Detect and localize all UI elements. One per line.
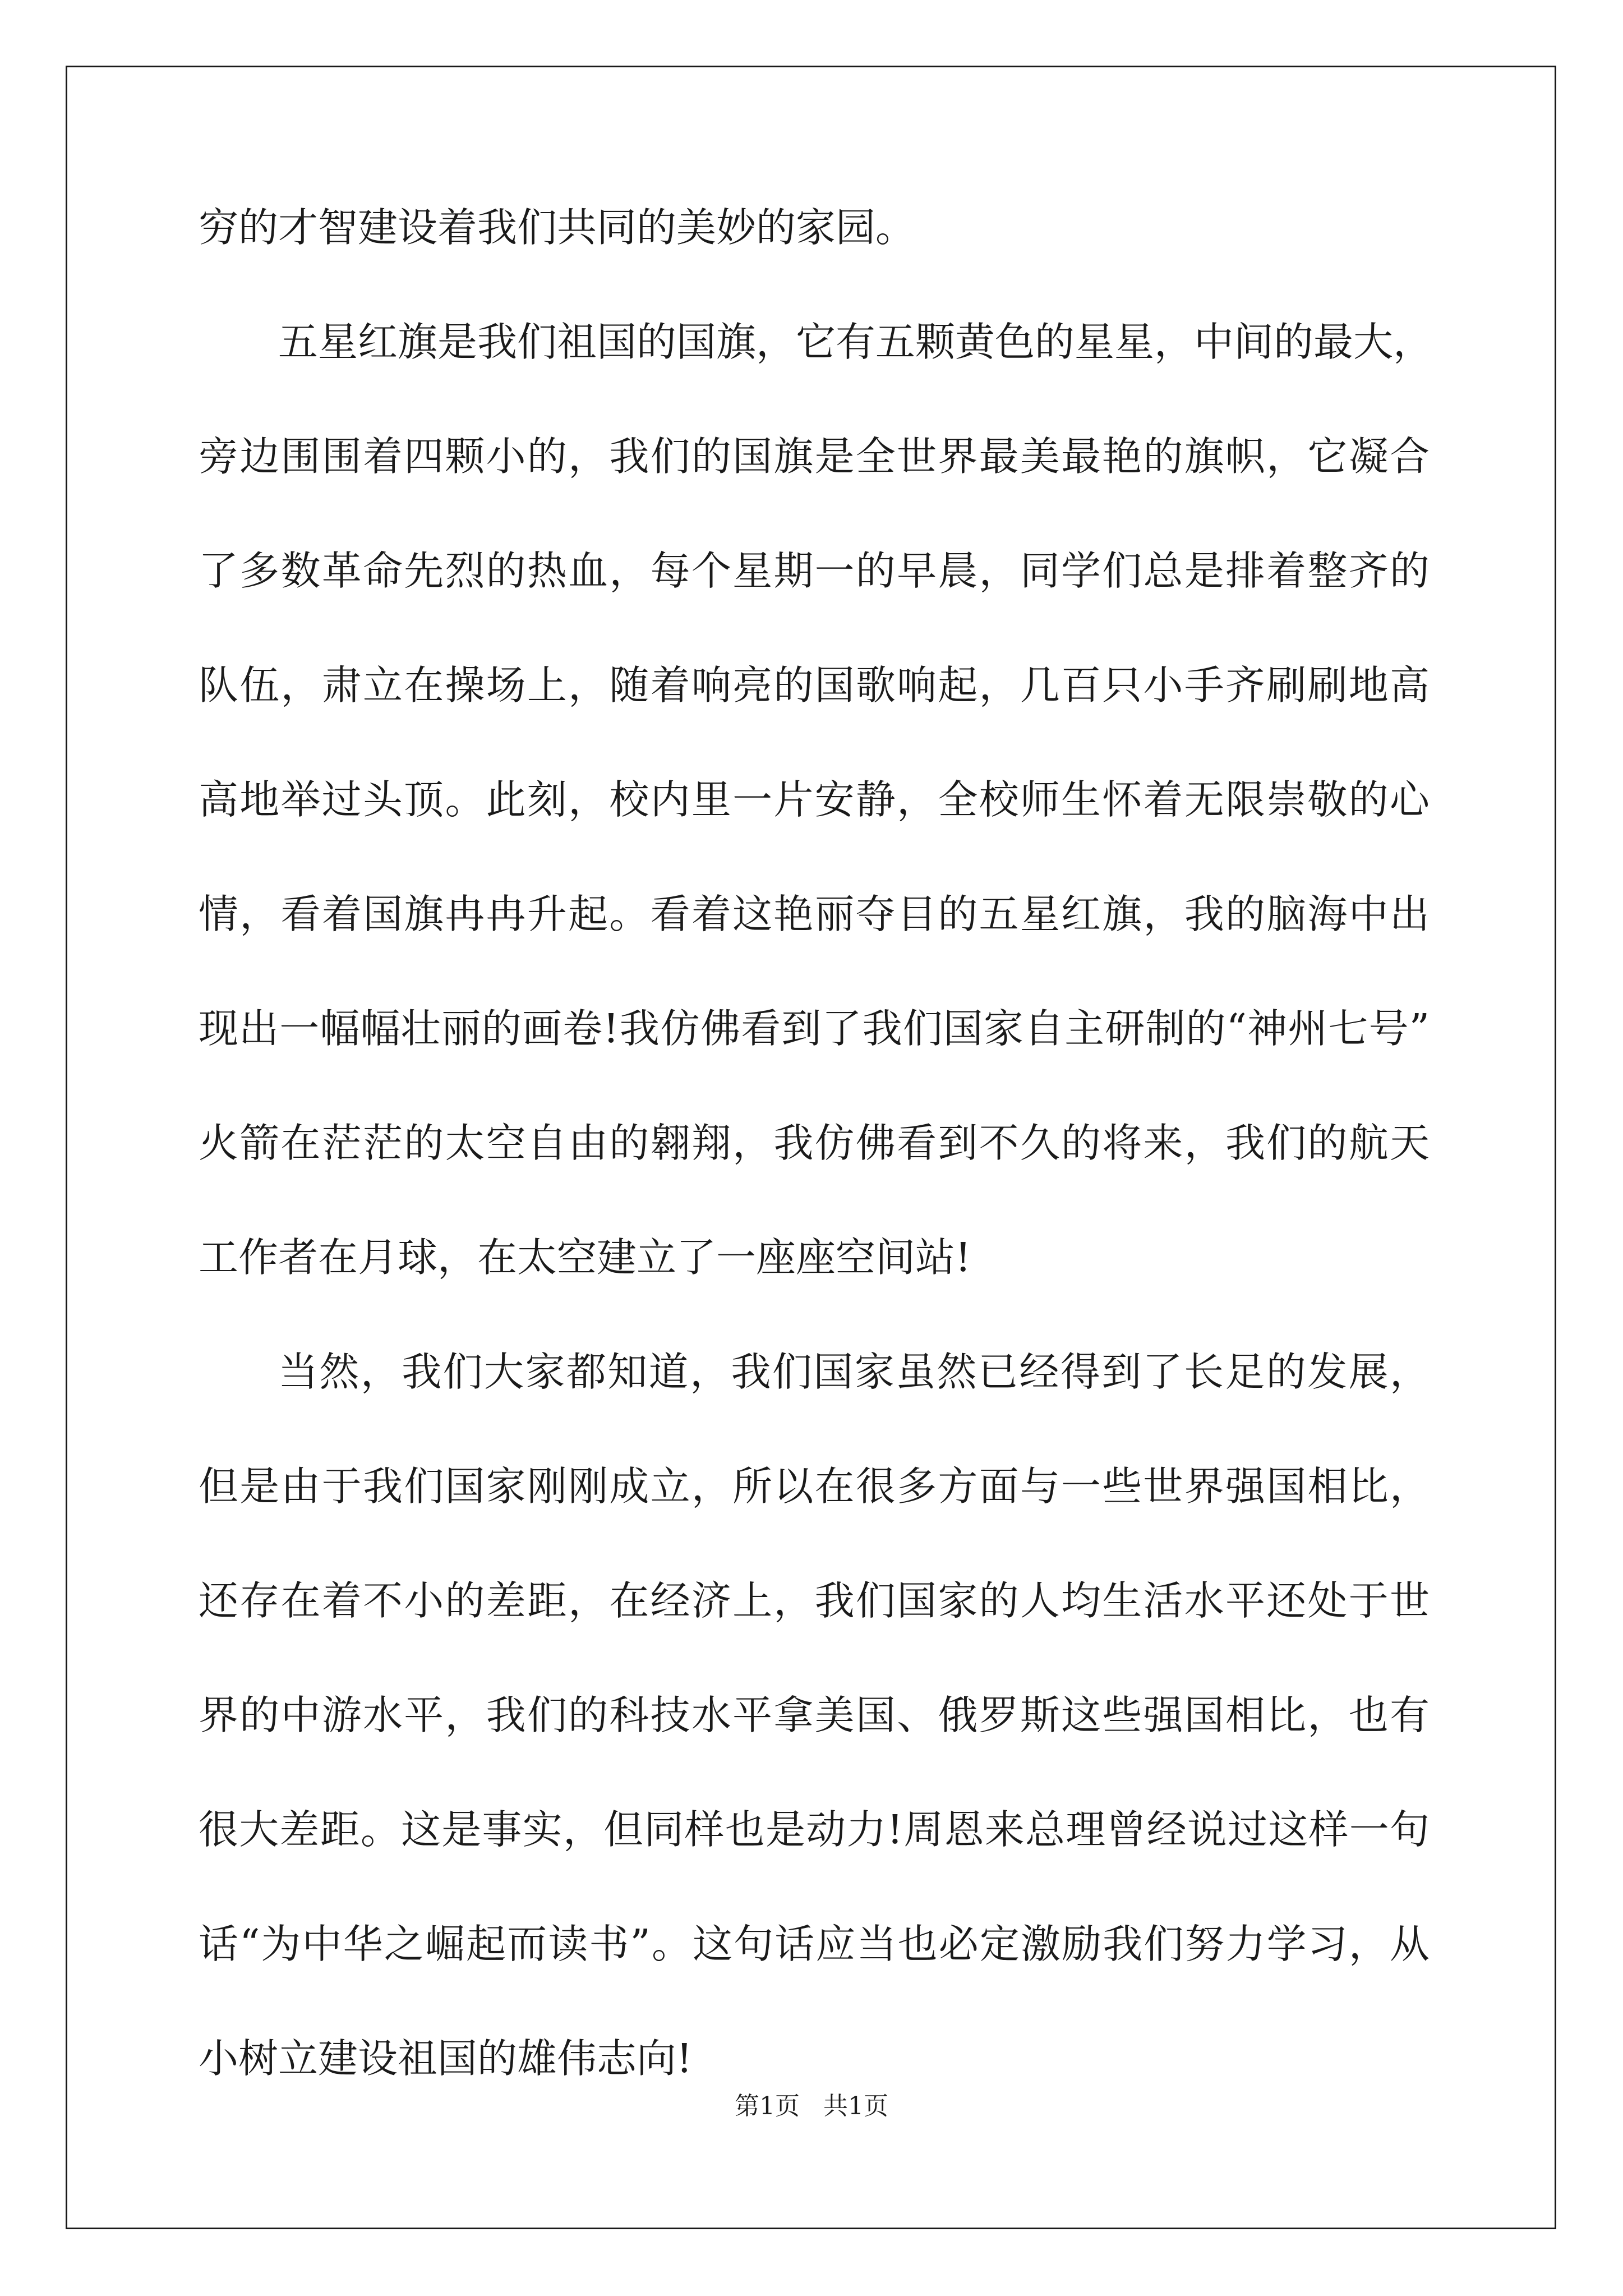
- text-line: 旁边围围着四颗小的，我们的国旗是全世界最美最艳的旗帜，它凝合: [199, 433, 1430, 480]
- page-number-footer: 第1页 共1页: [735, 2092, 888, 2120]
- text-line: 话“为中华之崛起而读书”。这句话应当也必定激励我们努力学习，从: [199, 1921, 1430, 1967]
- text-line: 现出一幅幅壮丽的画卷!我仿佛看到了我们国家自主研制的“神州七号”: [199, 1005, 1430, 1052]
- text-line: 高地举过头顶。此刻，校内里一片安静，全校师生怀着无限崇敬的心: [199, 776, 1430, 823]
- text-line: 火箭在茫茫的太空自由的翱翔，我仿佛看到不久的将来，我们的航天: [199, 1120, 1430, 1166]
- text-line: 很大差距。这是事实，但同样也是动力!周恩来总理曾经说过这样一句: [199, 1806, 1430, 1853]
- text-line: 穷的才智建设着我们共同的美妙的家园。: [199, 204, 916, 251]
- text-line: 了多数革命先烈的热血，每个星期一的早晨，同学们总是排着整齐的: [199, 547, 1430, 594]
- text-line: 界的中游水平，我们的科技水平拿美国、俄罗斯这些强国相比，也有: [199, 1692, 1430, 1738]
- text-line: 还存在着不小的差距，在经济上，我们国家的人均生活水平还处于世: [199, 1577, 1430, 1624]
- text-line: 工作者在月球，在太空建立了一座座空间站!: [199, 1234, 971, 1281]
- text-line: 小树立建设祖国的雄伟志向!: [199, 2035, 693, 2082]
- text-line: 但是由于我们国家刚刚成立，所以在很多方面与一些世界强国相比，: [199, 1463, 1430, 1510]
- text-line: 队伍，肃立在操场上，随着响亮的国歌响起，几百只小手齐刷刷地高: [199, 662, 1430, 708]
- text-line: 情，看着国旗冉冉升起。看着这艳丽夺目的五星红旗，我的脑海中出: [199, 891, 1430, 937]
- text-line: 当然，我们大家都知道，我们国家虽然已经得到了长足的发展，: [278, 1349, 1430, 1395]
- text-line: 五星红旗是我们祖国的国旗，它有五颗黄色的星星，中间的最大，: [278, 319, 1433, 365]
